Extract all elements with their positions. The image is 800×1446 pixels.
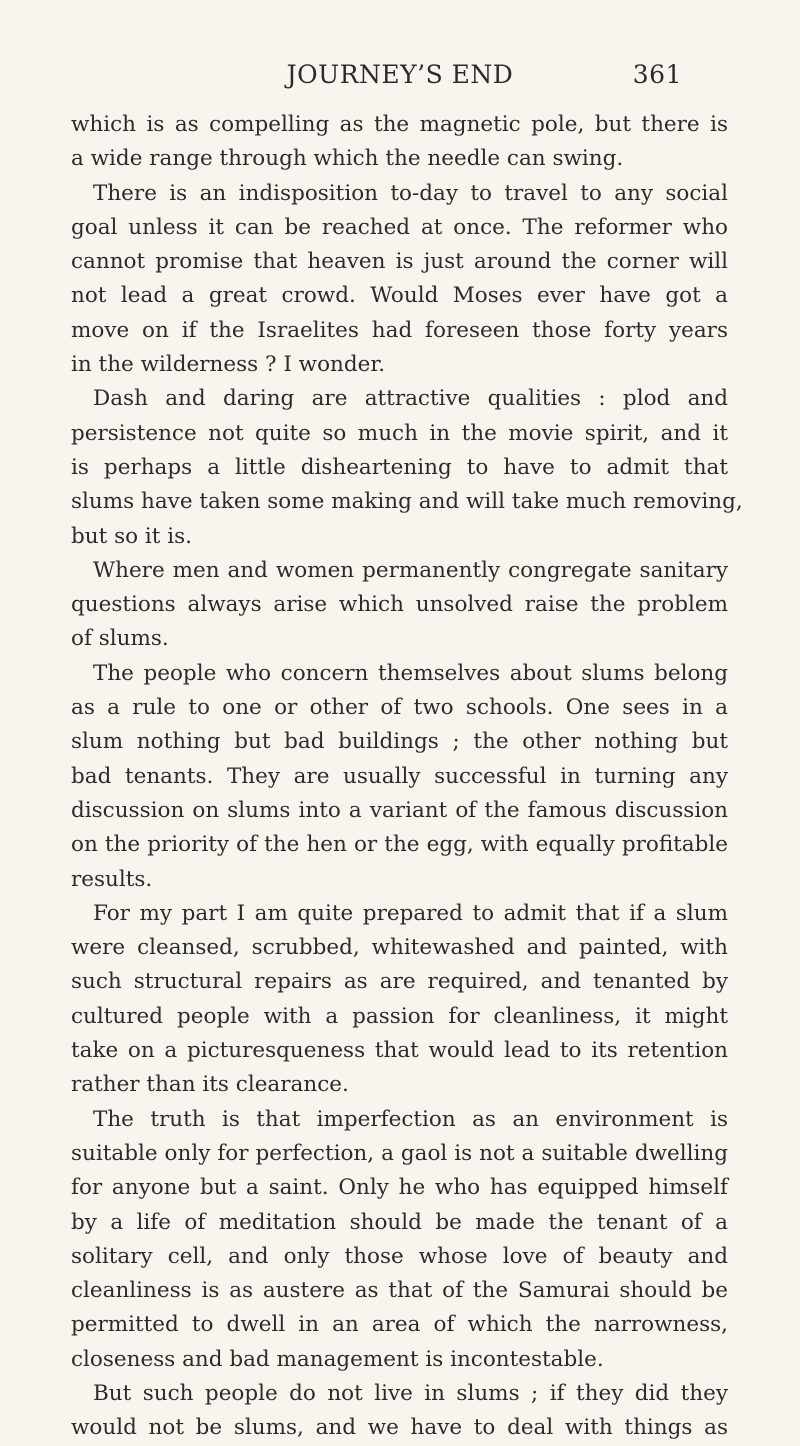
text-line: permitted to dwell in an area of which the narrowness,	[71, 1312, 728, 1338]
text-line: For my part I am quite prepared to admit that if a slum	[93, 900, 728, 926]
running-title: JOURNEY’S END	[286, 60, 514, 89]
text-line: cannot promise that heaven is just around the corner will	[71, 249, 728, 275]
text-line: as a rule to one or other of two schools. One sees in a	[71, 695, 728, 721]
page-number: 361	[632, 60, 682, 89]
text-line: cleanliness is as austere as that of the Samurai should be	[71, 1278, 728, 1304]
text-line: slums have taken some making and will take much removing,	[71, 489, 743, 515]
text-line: discussion on slums into a variant of the famous discussion	[71, 797, 728, 823]
text-line: take on a picturesqueness that would lead to its retention	[71, 1038, 728, 1064]
text-line: is perhaps a little disheartening to have to admit that	[71, 454, 728, 480]
text-line: The people who concern themselves about slums belong	[93, 660, 728, 686]
text-line: slum nothing but bad buildings ; the other nothing but	[71, 729, 728, 755]
text-line: were cleansed, scrubbed, whitewashed and painted, with	[71, 935, 728, 961]
text-line: There is an indisposition to-day to travel to any social	[93, 180, 728, 206]
text-line: by a life of meditation should be made the tenant of a	[71, 1209, 728, 1235]
text-line: rather than its clearance.	[71, 1072, 349, 1098]
running-head	[0, 60, 800, 96]
text-line: would not be slums, and we have to deal with things as	[71, 1415, 728, 1441]
text-line: Where men and women permanently congregate sanitary	[93, 557, 728, 583]
text-line: goal unless it can be reached at once. The reformer who	[71, 214, 728, 240]
body-text	[71, 108, 743, 1446]
text-line: closeness and bad management is incontestable.	[71, 1346, 604, 1372]
text-line: But such people do not live in slums ; if they did they	[93, 1380, 728, 1406]
text-line: on the priority of the hen or the egg, with equally profitable	[71, 832, 728, 858]
text-line: not lead a great crowd. Would Moses ever have got a	[71, 283, 728, 309]
text-line: a wide range through which the needle can swing.	[71, 146, 624, 172]
text-line: for anyone but a saint. Only he who has equipped himself	[71, 1175, 728, 1201]
text-line: but so it is.	[71, 523, 192, 549]
text-line: move on if the Israelites had foreseen those forty years	[71, 317, 728, 343]
text-line: bad tenants. They are usually successful in turning any	[71, 763, 728, 789]
text-line: such structural repairs as are required, and tenanted by	[71, 969, 728, 995]
text-line: cultured people with a passion for cleanliness, it might	[71, 1003, 728, 1029]
text-line: in the wilderness ? I wonder.	[71, 352, 386, 378]
text-line: Dash and daring are attractive qualities : plod and	[93, 386, 728, 412]
text-line: results.	[71, 866, 153, 892]
text-line: persistence not quite so much in the movie spirit, and it	[71, 420, 728, 446]
text-line: The truth is that imperfection as an environment is	[93, 1106, 728, 1132]
text-line: which is as compelling as the magnetic pole, but there is	[71, 112, 728, 137]
text-line: questions always arise which unsolved raise the problem	[71, 592, 728, 618]
text-line: solitary cell, and only those whose love of beauty and	[71, 1243, 728, 1269]
text-line: suitable only for perfection, a gaol is not a suitable dwelling	[71, 1140, 728, 1166]
text-line: of slums.	[71, 626, 169, 652]
